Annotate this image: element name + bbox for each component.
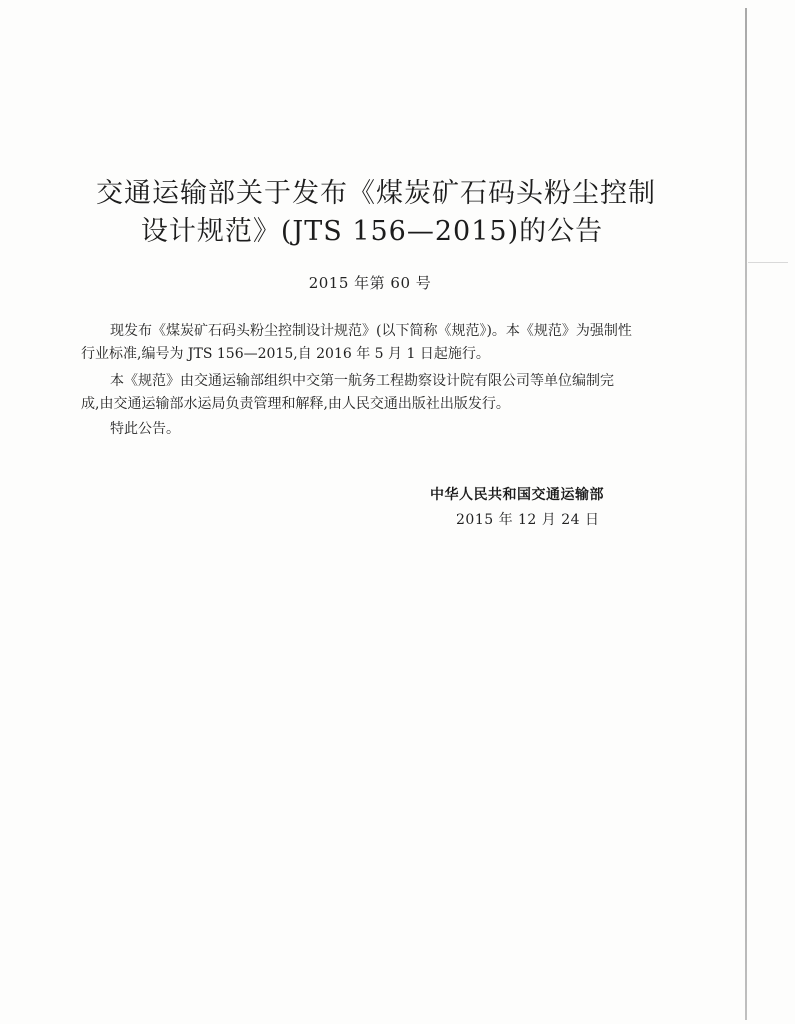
scan-edge-mark — [748, 262, 788, 263]
paragraph-1-line-1: 现发布《煤炭矿石码头粉尘控制设计规范》(以下简称《规范》)。本《规范》为强制性 — [110, 323, 632, 339]
paragraph-2-line-2: 成,由交通运输部水运局负责管理和解释,由人民交通出版社出版发行。 — [81, 396, 510, 412]
paragraph-1-line-2: 行业标准,编号为 JTS 156—2015,自 2016 年 5 月 1 日起施行。 — [81, 346, 490, 362]
issuing-authority: 中华人民共和国交通运输部 — [430, 487, 604, 503]
notice-title-line-1: 交通运输部关于发布《煤炭矿石码头粉尘控制 — [96, 178, 656, 209]
document-number: 2015 年第 60 号 — [308, 274, 432, 292]
notice-title-line-2: 设计规范》(JTS 156—2015)的公告 — [140, 216, 604, 247]
issue-date: 2015 年 12 月 24 日 — [456, 512, 600, 528]
closing-line: 特此公告。 — [110, 421, 180, 437]
scan-edge-line — [745, 8, 747, 1020]
paragraph-2-line-1: 本《规范》由交通运输部组织中交第一航务工程勘察设计院有限公司等单位编制完 — [110, 373, 614, 389]
